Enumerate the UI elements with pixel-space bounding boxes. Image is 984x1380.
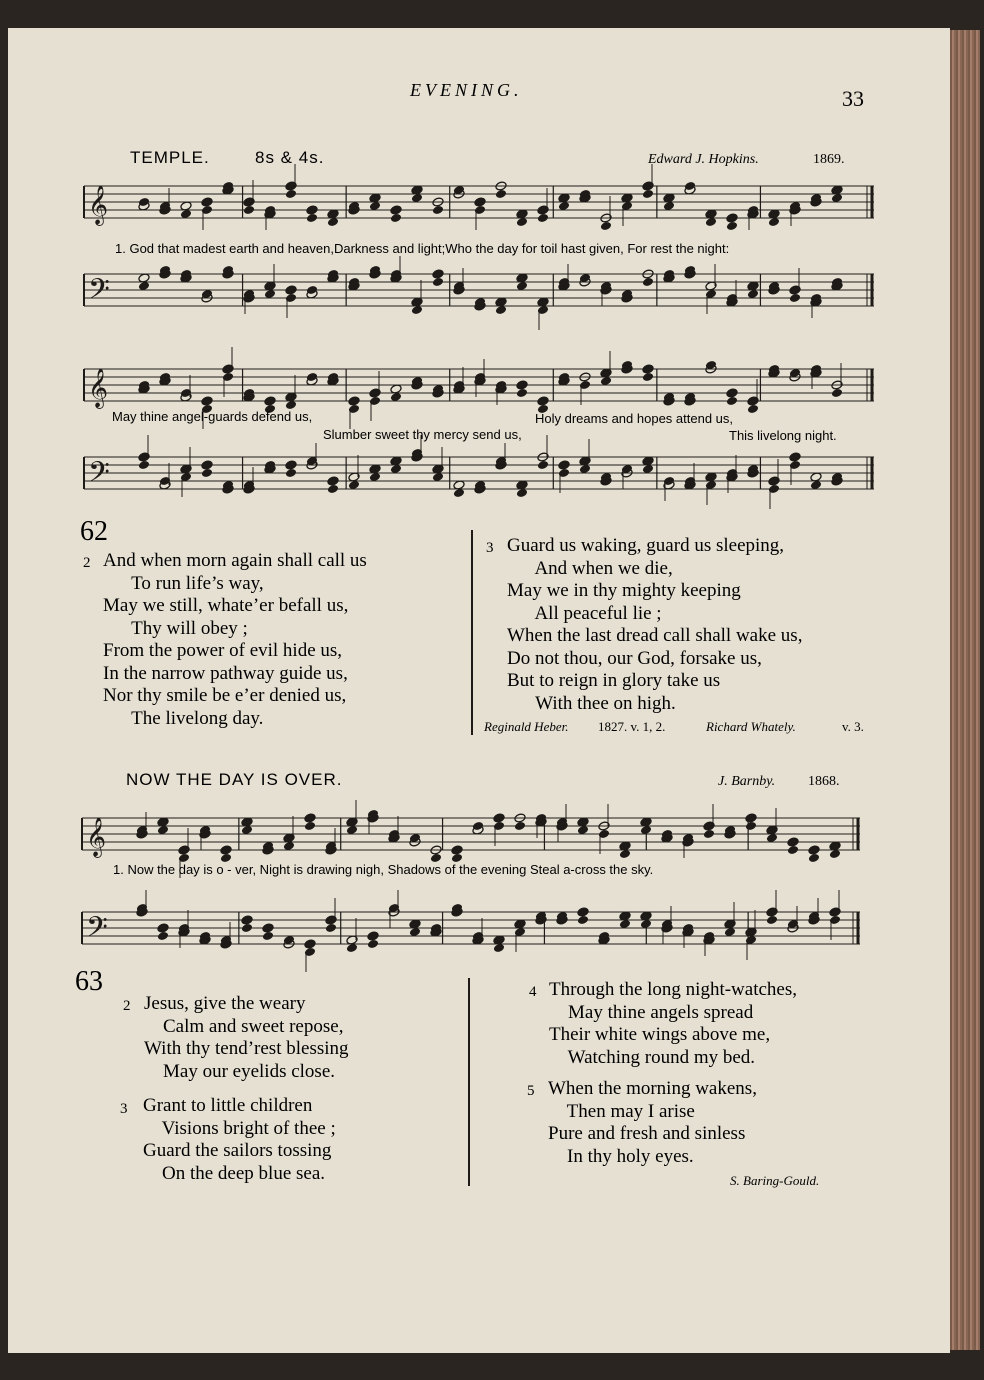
note-head (577, 915, 589, 925)
note-head (201, 468, 213, 478)
hymn-number: 62 (80, 516, 108, 547)
note-head (285, 460, 297, 470)
tune-year: 1869. (813, 152, 845, 167)
column-divider (468, 978, 470, 1186)
note-head (327, 476, 339, 486)
tune-meter: 8s & 4s. (255, 148, 325, 167)
note-head (642, 189, 654, 199)
note-head (262, 923, 274, 933)
note-head (157, 931, 169, 941)
tune1-lyric-line-1: 1. God that madest earth and heaven,Darkness and light;Who the day for toil hast given, For rest the night: (115, 241, 730, 256)
note-head (789, 293, 801, 303)
author-credit: S. Baring-Gould. (730, 1173, 820, 1188)
book-page-edges (950, 30, 980, 1350)
note-head (642, 364, 654, 374)
note-head (157, 923, 169, 933)
tune1-lyric-d: This livelong night. (729, 428, 837, 443)
note-head (304, 821, 316, 831)
note-head (241, 923, 253, 933)
note-head (264, 396, 276, 406)
hymn63-verse-2: Jesus, give the weary Calm and sweet repose, With thy tend’rest blessing May our eyelids close. (144, 993, 349, 1082)
tune-year: 1868. (808, 774, 840, 789)
note-head (262, 931, 274, 941)
tune1-lyric-b: Holy dreams and hopes attend us, (535, 411, 734, 426)
author-credit: Richard Whately. (706, 719, 796, 734)
note-head (241, 915, 253, 925)
music-staff-treble-1 (84, 180, 874, 228)
author-credit-verse: v. 3. (842, 719, 864, 734)
note-head (243, 205, 255, 215)
verse-number: 2 (123, 998, 131, 1014)
note-head (493, 813, 505, 823)
hymn-number: 63 (75, 966, 103, 997)
verse-number: 4 (529, 984, 537, 1000)
note-head (537, 396, 549, 406)
note-head (285, 189, 297, 199)
page-number: 33 (842, 86, 864, 111)
note-head (327, 484, 339, 494)
author-credit-date: 1827. v. 1, 2. (598, 719, 666, 734)
note-head (789, 452, 801, 462)
note-head (390, 205, 402, 215)
note-head (787, 845, 799, 855)
hymn62-verse-3: Guard us waking, guard us sleeping, And when we die, May we in thy mighty keeping All peaceful lie ; When the last dread call shall wake us, Do not thou, our God, forsake us, But to reign in glory take us With thee on high. (507, 535, 803, 714)
note-head (348, 396, 360, 406)
note-head (306, 213, 318, 223)
note-head (831, 388, 843, 398)
note-head (325, 923, 337, 933)
treble-clef-icon: 𝄞 (86, 817, 107, 857)
note-head (516, 388, 528, 398)
music-staff-bass-1 (84, 268, 874, 316)
music-staff-treble-3 (82, 812, 860, 860)
note-head (558, 460, 570, 470)
note-head (808, 845, 820, 855)
note-head (537, 460, 549, 470)
note-head (514, 821, 526, 831)
note-head (432, 205, 444, 215)
music-staff-bass-3 (82, 906, 860, 954)
note-head (726, 396, 738, 406)
tune-name: NOW THE DAY IS OVER. (126, 770, 343, 789)
note-head (451, 845, 463, 855)
note-head (304, 939, 316, 949)
hymn63-verse-3: Grant to little children Visions bright of thee ; Guard the sailors tossing On the deep blue sea. (143, 1095, 336, 1184)
note-head (766, 915, 778, 925)
note-head (642, 372, 654, 382)
running-title: EVENING. (410, 80, 523, 100)
music-staff-bass-2 (84, 451, 874, 499)
note-head (432, 269, 444, 279)
note-head (642, 277, 654, 287)
note-head (726, 388, 738, 398)
note-head (201, 396, 213, 406)
verse-number: 3 (486, 540, 494, 556)
note-head (367, 939, 379, 949)
note-head (537, 213, 549, 223)
note-head (138, 460, 150, 470)
tune-composer: J. Barnby. (718, 774, 776, 789)
note-head (285, 285, 297, 295)
note-head (787, 837, 799, 847)
treble-clef-icon: 𝄞 (88, 368, 109, 408)
author-credit: Reginald Heber. (484, 719, 569, 734)
note-head (703, 829, 715, 839)
hymn63-verse-5: When the morning wakens, Then may I arise Pure and fresh and sinless In thy holy eyes. (548, 1078, 757, 1167)
note-head (577, 907, 589, 917)
note-head (367, 931, 379, 941)
music-staff-treble-2 (84, 363, 874, 411)
bass-clef-icon: 𝄢 (88, 273, 110, 313)
note-head (285, 468, 297, 478)
tune-name: TEMPLE. (130, 148, 210, 167)
note-head (306, 205, 318, 215)
note-head (495, 189, 507, 199)
treble-clef-icon: 𝄞 (88, 185, 109, 225)
hymn63-verse-4: Through the long night-watches, May thine angels spread Their white wings above me, Watching round my bed. (549, 979, 798, 1068)
note-head (220, 845, 232, 855)
bass-clef-icon: 𝄢 (86, 911, 108, 951)
note-head (516, 380, 528, 390)
note-head (432, 277, 444, 287)
note-head (201, 460, 213, 470)
verse-number: 2 (83, 555, 91, 571)
tune2-lyric-line-1: 1. Now the day is o - ver, Night is drawing nigh, Shadows of the evening Steal a-cross the sky. (113, 862, 654, 877)
bass-clef-icon: 𝄢 (88, 456, 110, 496)
note-head (726, 213, 738, 223)
note-head (201, 197, 213, 207)
column-divider (471, 530, 473, 735)
tune1-lyric-c: Slumber sweet thy mercy send us, (323, 427, 522, 442)
note-head (745, 821, 757, 831)
verse-number: 5 (527, 1083, 535, 1099)
note-head (474, 197, 486, 207)
verse-number: 3 (120, 1101, 128, 1117)
hymn62-verse-2: And when morn again shall call us To run life’s way, May we still, whate’er befall us, Thy will obey ; From the power of evil hide us, In the narrow pathway guide us, Nor thy smile be e’er denied us, The livelong day. (103, 550, 367, 729)
tune-composer: Edward J. Hopkins. (648, 152, 759, 167)
note-head (304, 813, 316, 823)
tune1-lyric-a: May thine angel-guards defend us, (112, 409, 313, 424)
note-head (745, 813, 757, 823)
note-head (390, 213, 402, 223)
